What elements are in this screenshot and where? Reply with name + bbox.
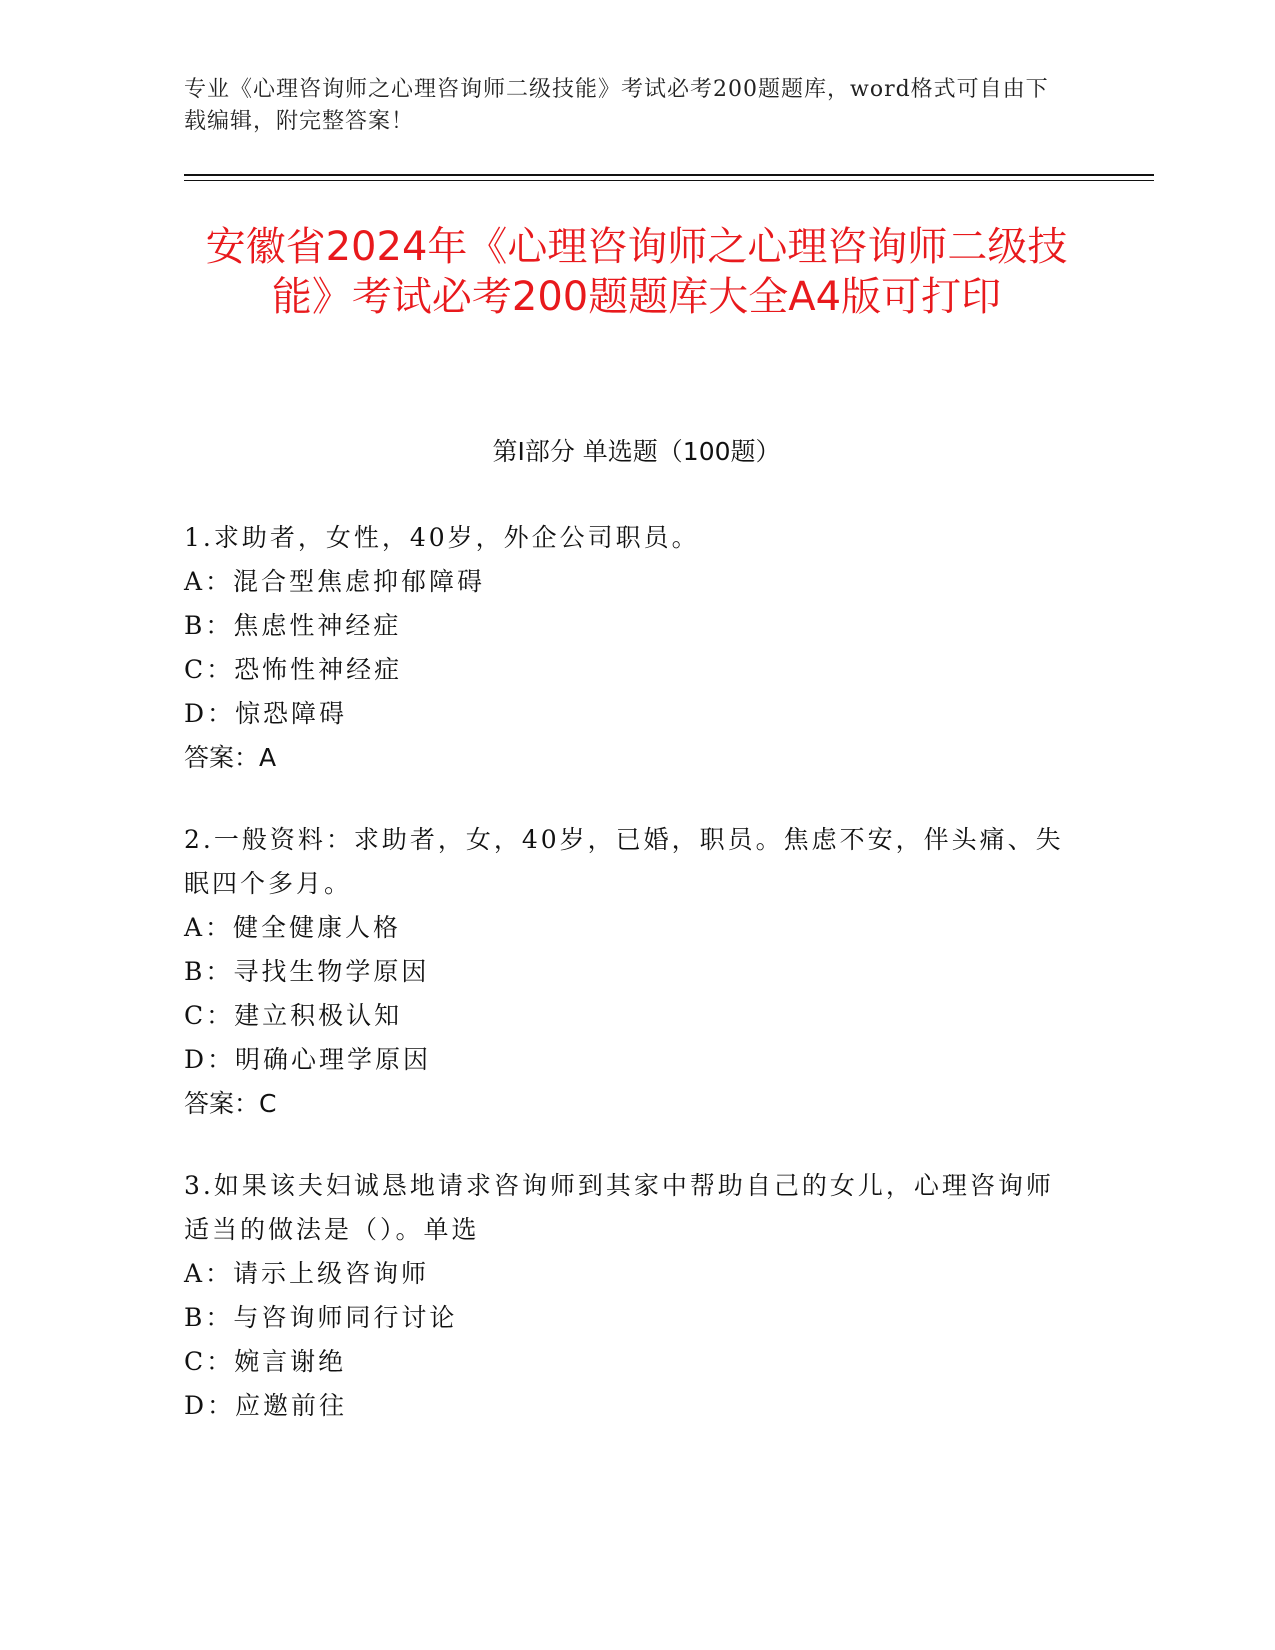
header-note: 专业《心理咨询师之心理咨询师二级技能》考试必考200题题库，word格式可自由下载编辑，附完整答案！ [184,77,1049,134]
question-3 [184,1164,1064,1428]
question-stem: 2.一般资料：求助者，女，40岁，已婚，职员。焦虑不安，伴头痛、失眠四个多月。 [184,825,1064,898]
question-stem: 3.如果该夫妇诚恳地请求咨询师到其家中帮助自己的女儿，心理咨询师适当的做法是（）。单选 [184,1171,1054,1244]
question-1 [184,516,1064,780]
option-c: C：婉言谢绝 [184,1347,347,1376]
option-b: B：焦虑性神经症 [184,611,402,640]
option-c: C：建立积极认知 [184,1001,403,1030]
option-a: A：混合型焦虑抑郁障碍 [184,567,486,596]
option-a: A：健全健康人格 [184,913,402,942]
section-title: 第Ⅰ部分 单选题（100题） [492,437,781,466]
question-2 [184,818,1064,1126]
option-b: B：与咨询师同行讨论 [184,1303,458,1332]
option-d: D：惊恐障碍 [184,699,348,728]
document-title: 安徽省2024年《心理咨询师之心理咨询师二级技能》考试必考200题题库大全A4版可打印 [205,224,1068,320]
option-a: A：请示上级咨询师 [184,1259,430,1288]
question-list [184,516,1064,1466]
option-d: D：应邀前往 [184,1391,348,1420]
answer-label: 答案：A [184,743,277,772]
answer-label: 答案：C [184,1089,277,1118]
header-rule-thick [184,174,1154,176]
question-stem: 1.求助者，女性，40岁，外企公司职员。 [184,523,700,552]
option-c: C：恐怖性神经症 [184,655,403,684]
header-rule-thin [184,180,1154,181]
option-b: B：寻找生物学原因 [184,957,430,986]
option-d: D：明确心理学原因 [184,1045,432,1074]
